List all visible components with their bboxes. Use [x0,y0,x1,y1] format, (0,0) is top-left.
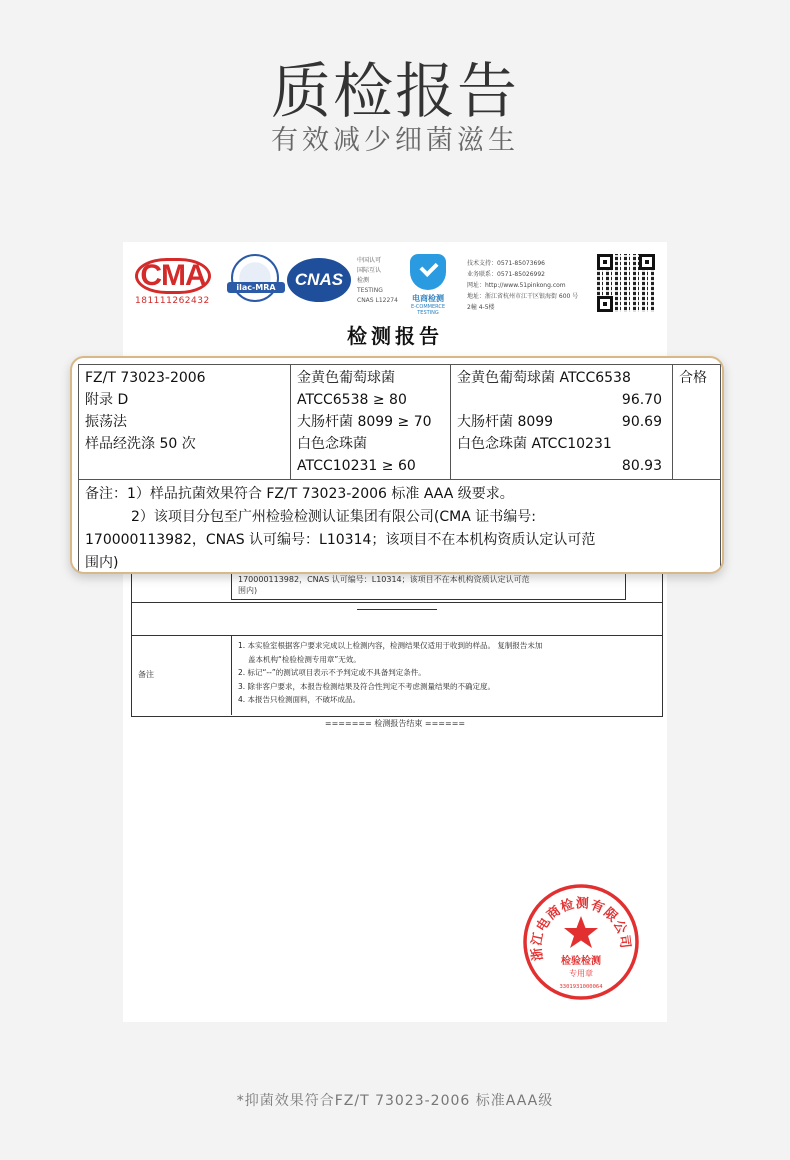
report-title: 检测报告 [347,324,443,348]
page-title: 质检报告 [271,57,519,127]
seal-number: 3301931000064 [559,984,603,990]
ecommerce-testing-logo: 电商检测 E-COMMERCE TESTING [403,254,453,316]
remark-cell: 备注：1）样品抗菌效果符合 FZ/T 73023-2006 标准 AAA 级要求。 2）该项目分包至广州检验检测认证集团有限公司(CMA 证书编号: 170000113982，CNAS 认可编号：L10314；该项目不在本机构资质认定认可范 围内) [79,480,721,575]
notes-items: 1. 本实验室根据客户要求完成以上检测内容，检测结果仅适用于收到的样品。 复制报告未加 盖本机构“检验检测专用章”无效。 2. 标记“--”的测试项目表示不予判定或不具备判定条件。 3. 除非客户要求，本报告检测结果及符合性判定不考虑测量结果的不确定度。 4. 本报告只检测面料，不破坏成品。 [238,641,543,704]
cnas-text: 中国认可 国际互认 检测 TESTING CNAS L12274 [357,257,398,304]
table-row [79,365,721,480]
notes-label: 备注 [132,635,232,715]
result-table [78,364,721,574]
seal-center-text: 检验检测 [561,956,601,967]
notes-table [131,635,663,717]
cma-logo: CMA 181111262432 [135,259,210,306]
seal-sub-text: 专用章 [569,969,593,978]
magnified-result-panel [70,356,724,574]
footer-note: *抑菌效果符合FZ/T 73023-2006 标准AAA级 [236,1093,554,1109]
result-badge: 合格 [679,370,707,386]
doc-separator-row [131,602,663,636]
logo-strip [135,254,655,314]
result-cell [673,365,721,480]
ilac-mra-logo: ilac-MRA [231,254,279,302]
method-cell: FZ/T 73023-2006 附录 D 振荡法 样品经洗涤 50 次 [79,365,291,480]
cnas-logo: CNAS [287,258,351,302]
table-row [79,480,721,575]
requirement-cell: 金黄色葡萄球菌 ATCC6538 ≥ 80 大肠杆菌 8099 ≥ 70 白色念珠菌 ATCC10231 ≥ 60 [291,365,451,480]
qr-code-icon [597,254,655,312]
measured-cell: 金黄色葡萄球菌 ATCC6538 96.70 大肠杆菌 8099 90.69 白色念珠菌 ATCC10231 80.93 [451,365,673,480]
page-subtitle: 有效减少细菌滋生 [271,125,519,156]
contact-info: 技术支持：0571-85073696 业务联系：0571-85026992 网址：http://www.51pinkong.com 地址：浙江省杭州市江干区银海街 600 号 2幢 4-5楼 [467,260,579,311]
cma-number: 181111262432 [135,296,210,306]
seal-star-icon [564,916,598,948]
doc-remark-cell: 170000113982，CNAS 认可编号：L10314；该项目不在本机构资质认定认可范 围内) [231,572,626,600]
official-seal-stamp [521,882,641,1002]
report-end-mark: ======= 检测报告结束 ====== [324,719,466,728]
shield-check-icon [410,254,446,290]
seal-text: 浙江电商检测有限公司 [529,896,633,962]
